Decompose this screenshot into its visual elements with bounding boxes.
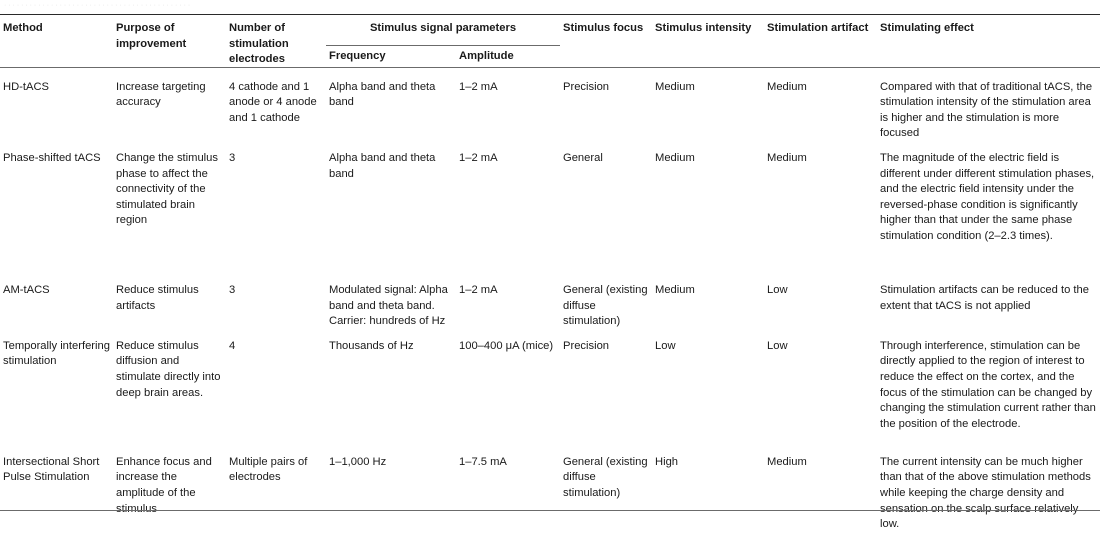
table-row (0, 142, 1100, 274)
table-bottom-rule (0, 510, 1100, 511)
cell-artifact: Medium (767, 151, 807, 164)
cell-artifact: Medium (767, 80, 807, 93)
cell-purpose: Reduce stimulus diffusion and stimulate directly into deep brain areas. (116, 339, 221, 399)
table-row (0, 446, 1100, 533)
cell-frequency: Alpha band and theta band (329, 151, 436, 180)
cell-artifact: Low (767, 339, 788, 352)
cell-artifact: Low (767, 283, 788, 296)
cell-effect: The current intensity can be much higher than that of the above stimulation methods while keeping the charge density and sensation on the scalp surface relatively low. (880, 455, 1091, 531)
cell-effect: Stimulation artifacts can be reduced to the extent that tACS is not applied (880, 283, 1089, 312)
cell-frequency: Alpha band and theta band (329, 80, 436, 109)
cell-amplitude: 1–2 mA (459, 151, 498, 164)
cell-electrodes: Multiple pairs of electrodes (229, 455, 308, 484)
cell-amplitude: 1–2 mA (459, 283, 498, 296)
table-row (0, 330, 1100, 446)
table-body (0, 71, 1100, 533)
cell-intensity: Low (655, 339, 676, 352)
cell-amplitude: 1–7.5 mA (459, 455, 507, 468)
cell-purpose: Increase targeting accuracy (116, 80, 206, 109)
header-artifact: Stimulation artifact (764, 15, 877, 71)
cell-frequency: Modulated signal: Alpha band and theta band. Carrier: hundreds of Hz (329, 283, 448, 328)
cell-method: Intersectional Short Pulse Stimulation (3, 455, 100, 484)
table-row (0, 274, 1100, 330)
table-row (0, 71, 1100, 142)
header-intensity: Stimulus intensity (652, 15, 764, 71)
cell-electrodes: 3 (229, 151, 236, 164)
cell-method: Temporally interfering stimulation (3, 339, 110, 368)
cell-electrodes: 4 cathode and 1 anode or 4 anode and 1 cathode (229, 80, 317, 124)
cell-frequency: Thousands of Hz (329, 339, 414, 352)
cell-purpose: Enhance focus and increase the amplitude of the stimulus (116, 455, 212, 515)
cell-effect: The magnitude of the electric field is different under different stimulation phases, and the electric field intensity under the reversed-phase condition is significantly higher than that under the same phase stimulation condition (2–2.3 times). (880, 151, 1095, 242)
cell-method: Phase-shifted tACS (3, 151, 101, 164)
cell-method: AM-tACS (3, 283, 50, 296)
stimulation-methods-table (0, 14, 1100, 533)
cell-effect: Through interference, stimulation can be directly applied to the region of interest to reduce the effect on the cortex, and the focus of the stimulation can be changed by changing the stimulation current rather than the position of the electrode. (880, 339, 1096, 430)
cell-intensity: Medium (655, 151, 695, 164)
cell-amplitude: 100–400 μA (mice) (459, 339, 554, 352)
cell-artifact: Medium (767, 455, 807, 468)
header-electrodes: Number of stimulation electrodes (226, 15, 326, 71)
cell-electrodes: 4 (229, 339, 236, 352)
header-focus: Stimulus focus (560, 15, 652, 71)
cell-purpose: Reduce stimulus artifacts (116, 283, 199, 312)
header-stimulus-params: Stimulus signal parameters (326, 15, 560, 43)
table-header (0, 15, 1100, 71)
cell-focus: Precision (563, 339, 610, 352)
cell-focus: General (existing diffuse stimulation) (563, 283, 648, 328)
cell-effect: Compared with that of traditional tACS, the stimulation intensity of the stimulation area is higher and the stimulation is more focused (880, 80, 1093, 140)
header-effect: Stimulating effect (877, 15, 1100, 71)
cell-intensity: High (655, 455, 679, 468)
header-frequency: Frequency (329, 49, 386, 62)
cell-frequency: 1–1,000 Hz (329, 455, 387, 468)
cell-purpose: Change the stimulus phase to affect the connectivity of the stimulated brain region (116, 151, 218, 227)
cell-focus: Precision (563, 80, 610, 93)
cell-method: HD-tACS (3, 80, 49, 93)
cell-focus: General (existing diffuse stimulation) (563, 455, 648, 499)
header-method: Method (0, 15, 113, 71)
cell-intensity: Medium (655, 80, 695, 93)
params-subheader-rule (326, 45, 560, 46)
header-bottom-rule (0, 67, 1100, 68)
cell-focus: General (563, 151, 603, 164)
cell-electrodes: 3 (229, 283, 236, 296)
cell-intensity: Medium (655, 283, 695, 296)
header-purpose: Purpose of improvement (113, 15, 226, 71)
faint-caption-remnant: · · · · · · · · · · · · · · · · · · · · · · · · · · · · · · · · · · · · · · · · · · · · (4, 2, 191, 9)
cell-amplitude: 1–2 mA (459, 80, 498, 93)
header-amplitude: Amplitude (459, 49, 514, 62)
